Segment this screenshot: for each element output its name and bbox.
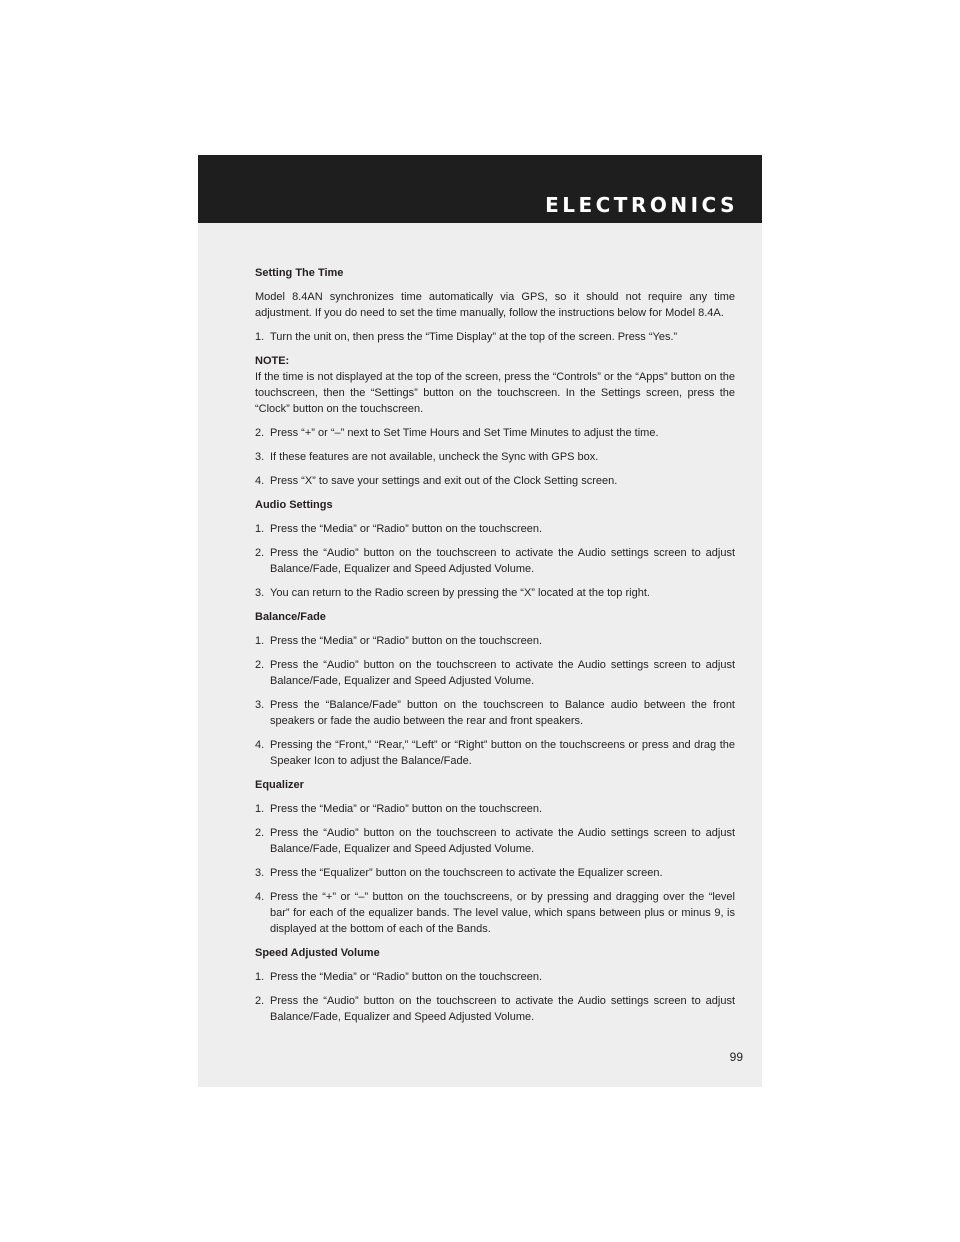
step-number: 2. [255, 659, 265, 671]
step-number: 1. [255, 331, 265, 343]
list-item [255, 865, 735, 881]
page-number: 99 [729, 1050, 743, 1064]
step-number: 4. [255, 475, 265, 487]
list-item [255, 633, 735, 649]
intro-paragraph: Model 8.4AN synchronizes time automatically via GPS, so it should not require any time adjustment. If you do need to set the time manually, follow the instructions below for Model 8.4A. [255, 291, 735, 319]
section-title: ELECTRONICS [545, 193, 738, 217]
list-item [255, 657, 735, 689]
list-item [255, 473, 735, 489]
list-item [255, 889, 735, 937]
audio-steps-list [255, 521, 735, 601]
list-item [255, 449, 735, 465]
step-text: Press the “Audio” button on the touchscreen to activate the Audio settings screen to adjust Balance/Fade, Equalizer and Speed Adjusted Volume. [270, 827, 735, 855]
list-item [255, 521, 735, 537]
note-label: NOTE: [255, 355, 290, 367]
list-item [255, 425, 735, 441]
step-text: Press the “+” or “–” button on the touchscreens, or by pressing and dragging over the “level bar” for each of the equalizer bands. The level value, which spans between plus or minus 9, is displayed at the bottom of each of the Bands. [270, 891, 735, 935]
step-text: Press the “Media” or “Radio” button on the touchscreen. [270, 523, 543, 535]
step-text: Press “+” or “–” next to Set Time Hours and Set Time Minutes to adjust the time. [270, 427, 659, 439]
heading-equalizer: Equalizer [255, 779, 304, 791]
step-number: 2. [255, 427, 265, 439]
step-text: Pressing the “Front,” “Rear,” “Left” or “Right” button on the touchscreens or press and drag the Speaker Icon to adjust the Balance/Fade. [270, 739, 735, 767]
step-number: 1. [255, 635, 265, 647]
speed-volume-steps-list [255, 969, 735, 1025]
step-number: 3. [255, 867, 265, 879]
list-item [255, 969, 735, 985]
step-text: Press the “Media” or “Radio” button on the touchscreen. [270, 635, 543, 647]
step-number: 4. [255, 891, 265, 903]
step-text: Press the “Audio” button on the touchscreen to activate the Audio settings screen to adjust Balance/Fade, Equalizer and Speed Adjusted Volume. [270, 995, 735, 1023]
list-item [255, 801, 735, 817]
time-steps-list-a [255, 329, 735, 345]
step-number: 1. [255, 971, 265, 983]
step-text: Press the “Media” or “Radio” button on the touchscreen. [270, 803, 543, 815]
step-number: 3. [255, 451, 265, 463]
step-text: Press the “Audio” button on the touchscreen to activate the Audio settings screen to adjust Balance/Fade, Equalizer and Speed Adjusted Volume. [270, 659, 735, 687]
step-text: You can return to the Radio screen by pressing the “X” located at the top right. [270, 587, 650, 599]
heading-audio-settings: Audio Settings [255, 499, 333, 511]
step-number: 3. [255, 699, 265, 711]
equalizer-steps-list [255, 801, 735, 937]
manual-page [198, 155, 762, 1087]
step-text: Press the “Balance/Fade” button on the touchscreen to Balance audio between the front speakers or fade the audio between the rear and front speakers. [270, 699, 735, 727]
list-item [255, 697, 735, 729]
step-text: Turn the unit on, then press the “Time Display” at the top of the screen. Press “Yes.” [270, 331, 678, 343]
balance-steps-list [255, 633, 735, 769]
step-text: If these features are not available, uncheck the Sync with GPS box. [270, 451, 599, 463]
list-item [255, 545, 735, 577]
step-text: Press “X” to save your settings and exit out of the Clock Setting screen. [270, 475, 618, 487]
page-content [255, 265, 735, 1033]
time-steps-list-b [255, 425, 735, 489]
step-number: 1. [255, 523, 265, 535]
step-number: 2. [255, 827, 265, 839]
section-header-bar [198, 155, 762, 223]
step-number: 1. [255, 803, 265, 815]
step-text: Press the “Equalizer” button on the touchscreen to activate the Equalizer screen. [270, 867, 663, 879]
heading-balance-fade: Balance/Fade [255, 611, 326, 623]
list-item [255, 993, 735, 1025]
heading-speed-adjusted-volume: Speed Adjusted Volume [255, 947, 380, 959]
step-number: 2. [255, 547, 265, 559]
list-item [255, 737, 735, 769]
step-text: Press the “Audio” button on the touchscreen to activate the Audio settings screen to adjust Balance/Fade, Equalizer and Speed Adjusted Volume. [270, 547, 735, 575]
step-number: 4. [255, 739, 265, 751]
heading-setting-the-time: Setting The Time [255, 267, 344, 279]
step-number: 3. [255, 587, 265, 599]
step-text: Press the “Media” or “Radio” button on the touchscreen. [270, 971, 543, 983]
note-text: If the time is not displayed at the top of the screen, press the “Controls” or the “Apps” button on the touchscreen, then the “Settings” button on the touchscreen. In the Settings screen, press the “Clock” button on the touchscreen. [255, 371, 735, 415]
list-item [255, 825, 735, 857]
list-item [255, 585, 735, 601]
list-item [255, 329, 735, 345]
step-number: 2. [255, 995, 265, 1007]
